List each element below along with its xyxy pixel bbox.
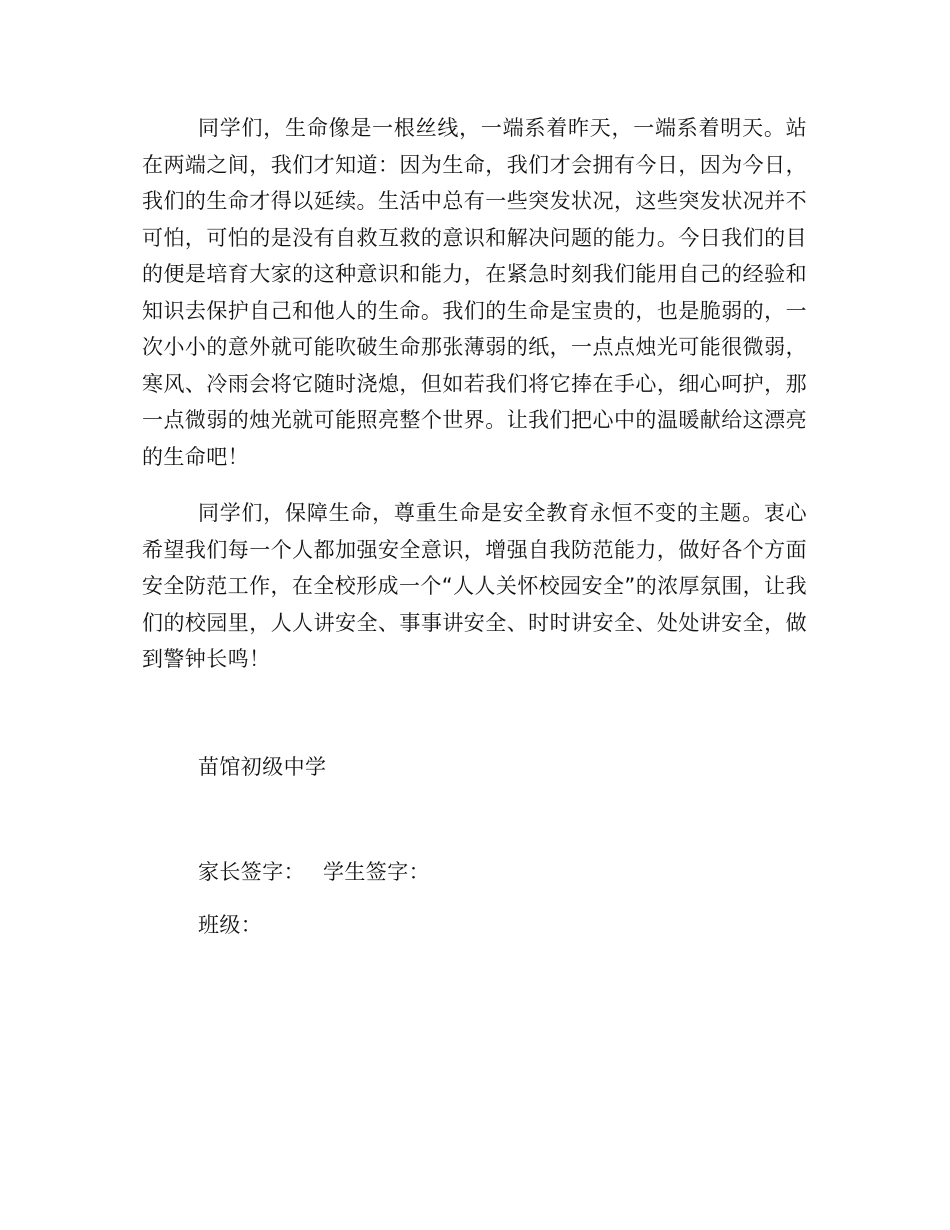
signature-row <box>198 857 430 887</box>
body-paragraph-2: 同学们，保障生命，尊重生命是安全教育永恒不变的主题。衷心希望我们每一个人都加强安全意识，增强自我防范能力，做好各个方面安全防范工作，在全校形成一个“人人关怀校园安全”的浓厚氛围，让我们的校园里，人人讲安全、事事讲安全、时时讲安全、处处讲安全，做到警钟长鸣！ <box>142 501 807 671</box>
parent-signature-label: 家长签字： <box>198 860 305 884</box>
body-paragraph-1: 同学们，生命像是一根丝线，一端系着昨天，一端系着明天。站在两端之间，我们才知道：因为生命，我们才会拥有今日，因为今日，我们的生命才得以延续。生活中总有一些突发状况，这些突发状况并不可怕，可怕的是没有自救互救的意识和解决问题的能力。今日我们的目的便是培育大家的这种意识和能力，在紧急时刻我们能用自己的经验和知识去保护自己和他人的生命。我们的生命是宝贵的，也是脆弱的，一次小小的意外就可能吹破生命那张薄弱的纸，一点点烛光可能很微弱，寒风、冷雨会将它随时浇熄，但如若我们将它捧在手心，细心呵护，那一点微弱的烛光就可能照亮整个世界。让我们把心中的温暖献给这漂亮的生命吧！ <box>142 116 807 469</box>
student-signature-label: 学生签字： <box>323 860 430 884</box>
class-label: 班级： <box>198 913 263 937</box>
school-name: 苗馆初级中学 <box>198 755 327 779</box>
